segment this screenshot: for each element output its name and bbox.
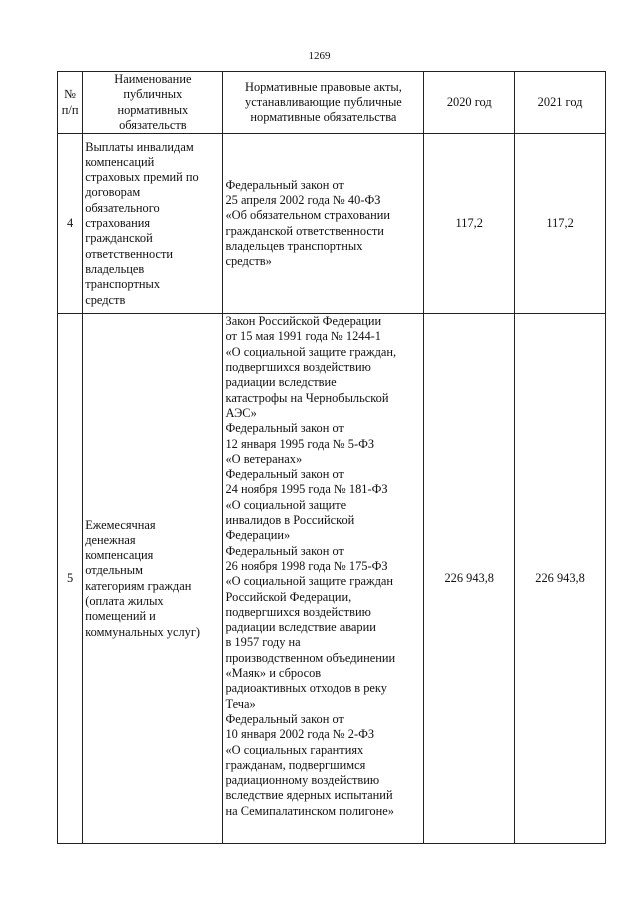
header-num-line: п/п [61, 102, 79, 117]
legal-acts [223, 134, 424, 314]
text-line: «О ветеранах» [225, 451, 303, 466]
text-line: Федеральный закон от [225, 177, 344, 192]
obligation-name [83, 314, 223, 844]
text-line: от 15 мая 1991 года № 1244-1 [225, 329, 381, 344]
obligation-name-lines [85, 518, 220, 640]
text-line: «О социальной защите [225, 497, 347, 512]
text-line: Федеральный закон от [225, 421, 344, 436]
legal-acts-lines [225, 178, 421, 270]
text-line: 26 ноября 1998 года № 175-ФЗ [225, 558, 388, 573]
table-header-row [58, 72, 606, 134]
header-2021: 2021 год [515, 72, 606, 134]
text-line: владельцев транспортных [225, 238, 363, 253]
text-line: 25 апреля 2002 года № 40-ФЗ [225, 193, 381, 208]
header-acts-line: нормативные обязательства [250, 110, 397, 125]
text-line: «О социальных гарантиях [225, 742, 364, 757]
text-line: 10 января 2002 года № 2-ФЗ [225, 727, 375, 742]
text-line: радиации вследствие аварии [225, 620, 376, 635]
text-line: Российской Федерации, [225, 589, 352, 604]
header-acts-line: Нормативные правовые акты, [245, 79, 402, 94]
text-line: Федеральный закон от [225, 467, 344, 482]
text-line: Теча» [225, 696, 256, 711]
text-line: 12 января 1995 года № 5-ФЗ [225, 436, 375, 451]
text-line: помещений и [85, 609, 156, 624]
text-line: гражданской [85, 231, 153, 246]
table-row [58, 314, 606, 844]
text-line: страхования [85, 216, 151, 231]
obligation-name [83, 134, 223, 314]
text-line: производственном объединении [225, 650, 396, 665]
text-line: средств [85, 292, 126, 307]
text-line: ответственности [85, 246, 174, 261]
row-number: 4 [58, 134, 83, 314]
amount-2021: 226 943,8 [515, 314, 606, 844]
text-line: денежная [85, 532, 136, 547]
header-name-line: нормативных [117, 102, 189, 117]
text-line: радиационному воздействию [225, 773, 380, 788]
text-line: Закон Российской Федерации [225, 314, 382, 329]
header-acts [223, 72, 424, 134]
header-name-line: публичных [123, 87, 183, 102]
header-name [83, 72, 223, 134]
amount-2021: 117,2 [515, 134, 606, 314]
text-line: подвергшихся воздействию [225, 604, 371, 619]
text-line: договорам [85, 185, 141, 200]
text-line: инвалидов в Российской [225, 513, 355, 528]
text-line: средств» [225, 254, 272, 269]
text-line: компенсаций [85, 154, 155, 169]
text-line: страховых премий по [85, 170, 199, 185]
text-line: катастрофы на Чернобыльской [225, 390, 389, 405]
header-acts-line: устанавливающие публичные [245, 94, 402, 109]
text-line: транспортных [85, 277, 161, 292]
text-line: в 1957 году на [225, 635, 301, 650]
text-line: радиации вследствие [225, 375, 337, 390]
amount-2020: 117,2 [424, 134, 515, 314]
header-num [58, 72, 83, 134]
header-name-line: Наименование [114, 72, 192, 86]
text-line: (оплата жилых [85, 593, 164, 608]
obligation-name-lines [85, 140, 220, 308]
table-row [58, 134, 606, 314]
text-line: Федерации» [225, 528, 291, 543]
header-num-line: № [64, 87, 77, 102]
text-line: владельцев [85, 261, 145, 276]
text-line: подвергшихся воздействию [225, 360, 371, 375]
text-line: «Маяк» и сбросов [225, 666, 322, 681]
text-line: Ежемесячная [85, 517, 156, 532]
legal-acts [223, 314, 424, 844]
header-2020: 2020 год [424, 72, 515, 134]
header-name-line: обязательств [119, 117, 187, 132]
text-line: «О социальной защите граждан [225, 574, 394, 589]
text-line: на Семипалатинском полигоне» [225, 803, 394, 818]
text-line: АЭС» [225, 405, 257, 420]
legal-acts-lines [225, 314, 421, 819]
text-line: Выплаты инвалидам [85, 139, 194, 154]
text-line: категориям граждан [85, 578, 192, 593]
text-line: Федеральный закон от [225, 543, 344, 558]
text-line: радиоактивных отходов в реку [225, 681, 387, 696]
text-line: гражданской ответственности [225, 223, 384, 238]
obligations-table [57, 71, 606, 844]
text-line: отдельным [85, 563, 143, 578]
text-line: 24 ноября 1995 года № 181-ФЗ [225, 482, 388, 497]
text-line: вследствие ядерных испытаний [225, 788, 393, 803]
text-line: гражданам, подвергшимся [225, 757, 366, 772]
text-line: обязательного [85, 200, 160, 215]
text-line: «Об обязательном страховании [225, 208, 391, 223]
page-number: 1269 [308, 50, 331, 62]
text-line: компенсация [85, 548, 154, 563]
amount-2020: 226 943,8 [424, 314, 515, 844]
row-number: 5 [58, 314, 83, 844]
text-line: Федеральный закон от [225, 711, 344, 726]
text-line: коммунальных услуг) [85, 624, 201, 639]
text-line: «О социальной защите граждан, [225, 344, 397, 359]
